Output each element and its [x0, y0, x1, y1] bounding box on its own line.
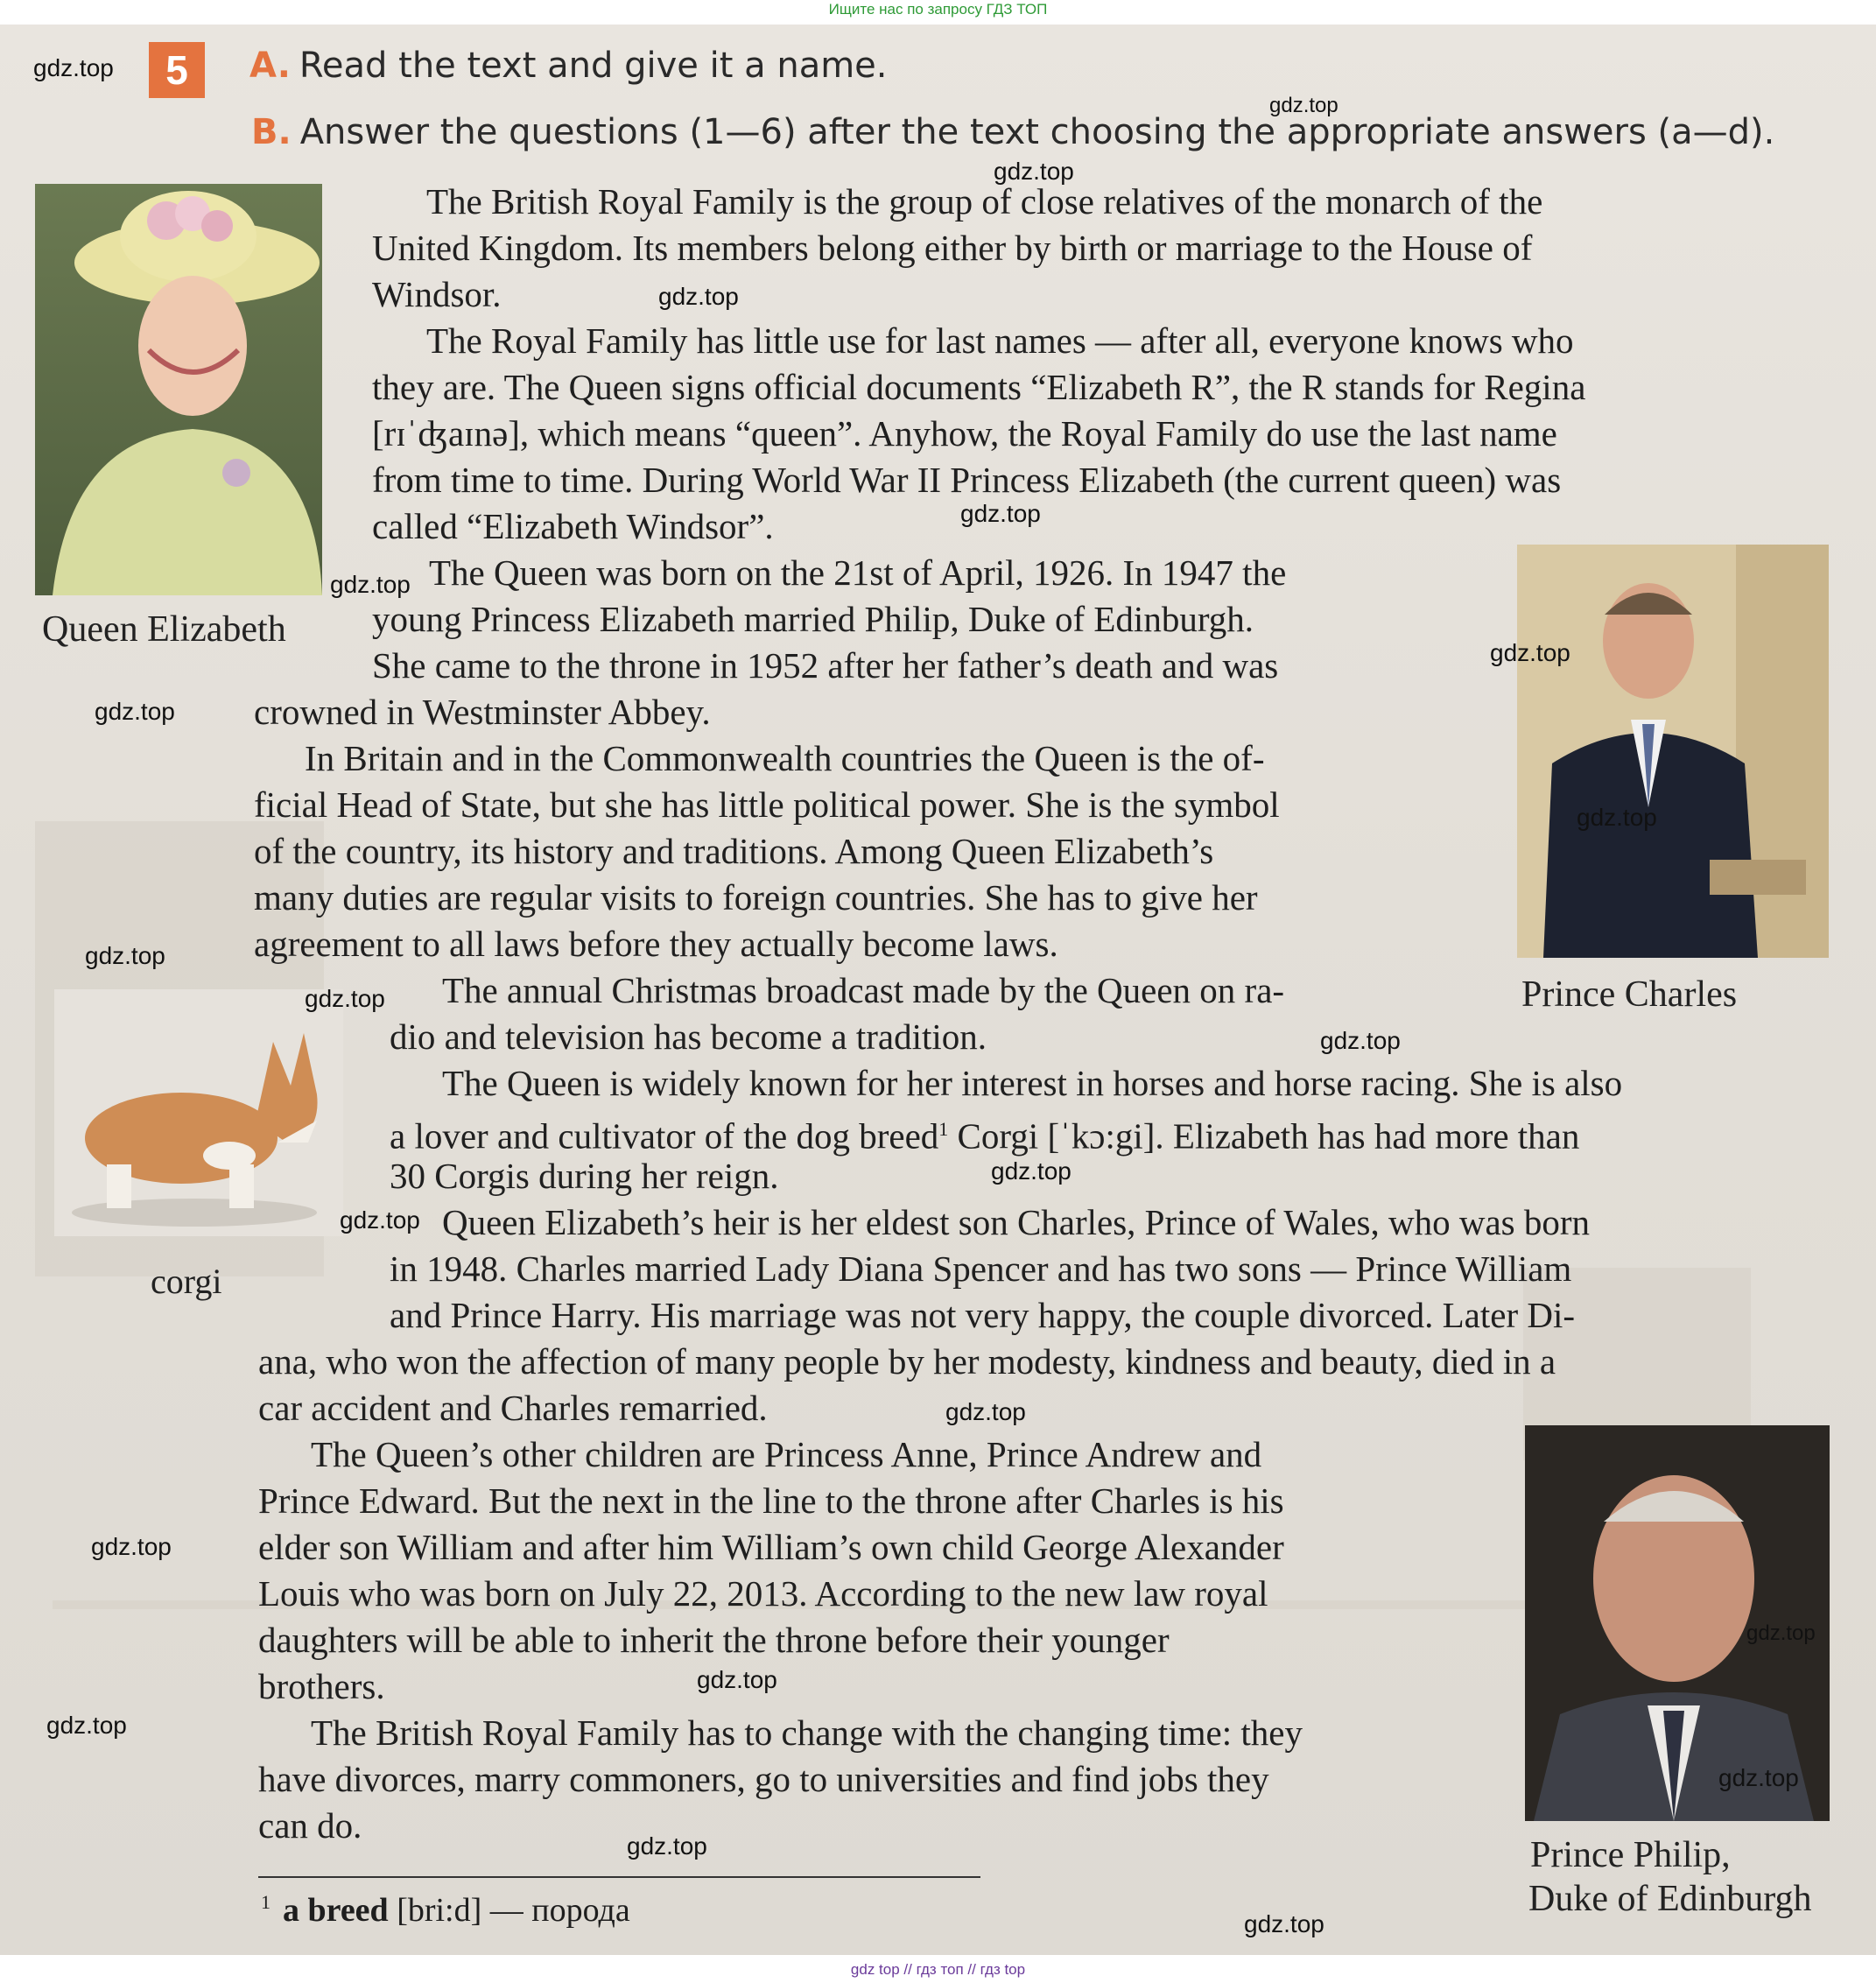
watermark: gdz.top [340, 1206, 420, 1234]
footnote-translation: [bri:d] — порода [388, 1892, 630, 1929]
watermark: gdz.top [91, 1533, 172, 1560]
watermark: gdz.top [945, 1398, 1026, 1425]
watermark: gdz.top [1269, 94, 1338, 117]
watermark: gdz.top [1320, 1027, 1401, 1054]
text-line-32: daughters will be able to inherit the throne before their younger [258, 1620, 1170, 1660]
watermark: gdz.top [994, 158, 1074, 185]
exercise-number-badge: 5 [149, 42, 205, 98]
footnote-reference: 1 [938, 1118, 949, 1140]
footnote-divider [258, 1876, 980, 1878]
bottom-banner[interactable]: gdz top // гдз топ // гдз top [850, 1961, 1026, 1978]
watermark: gdz.top [46, 1712, 127, 1739]
top-banner[interactable]: Ищите нас по запросу ГДЗ ТОП [828, 1, 1048, 18]
text-line-03: Windsor. [372, 274, 502, 314]
text-line-02: United Kingdom. Its members belong either by birth or marriage to the House of [372, 228, 1533, 268]
watermark: gdz.top [305, 985, 385, 1012]
watermark: gdz.top [85, 942, 165, 969]
watermark: gdz.top [1746, 1621, 1816, 1645]
watermark: gdz.top [960, 500, 1041, 527]
queen-elizabeth-photo [35, 184, 322, 595]
watermark: gdz.top [991, 1157, 1071, 1185]
text-line-14: ficial Head of State, but she has little political power. She is the symbol [254, 784, 1280, 825]
footnote-mark: 1 [261, 1891, 271, 1914]
text-line-21 [390, 1108, 1579, 1158]
footnote-term: a breed [283, 1892, 389, 1929]
watermark: gdz.top [1490, 639, 1570, 666]
task-a-text: Read the text and give it a name. [299, 46, 888, 86]
task-b [251, 112, 1774, 152]
text-line-18: The annual Christmas broadcast made by the Queen on ra- [442, 970, 1285, 1010]
corgi-caption: corgi [151, 1262, 222, 1301]
text-line-21-end: Corgi [ˈkɔ:gi]. Elizabeth has had more than [948, 1115, 1580, 1157]
text-line-21-start: a lover and cultivator of the dog breed [390, 1115, 939, 1157]
corgi-illustration [54, 989, 343, 1236]
text-line-12: crowned in Westminster Abbey. [254, 692, 711, 732]
text-line-35: have divorces, marry commoners, go to universities and find jobs they [258, 1759, 1269, 1799]
prince-charles-caption: Prince Charles [1521, 974, 1738, 1015]
corgi-photo [54, 989, 343, 1236]
text-line-27: car accident and Charles remarried. [258, 1388, 768, 1428]
watermark: gdz.top [95, 698, 175, 725]
text-line-36: can do. [258, 1805, 362, 1846]
text-line-05: they are. The Queen signs official documents “Elizabeth R”, the R stands for Regina [372, 367, 1586, 407]
text-line-16: many duties are regular visits to foreign countries. She has to give her [254, 877, 1258, 918]
text-line-04: The Royal Family has little use for last names — after all, everyone knows who [426, 320, 1574, 361]
task-a [249, 46, 888, 86]
text-line-06: [rɪˈʤaɪnə], which means “queen”. Anyhow, the Royal Family do use the last name [372, 413, 1557, 454]
text-line-01: The British Royal Family is the group of close relatives of the monarch of the [426, 181, 1543, 222]
queen-elizabeth-illustration [35, 184, 322, 595]
text-line-07: from time to time. During World War II Princess Elizabeth (the current queen) was [372, 460, 1562, 500]
prince-philip-caption-line1: Prince Philip, [1530, 1835, 1731, 1875]
text-line-29: Prince Edward. But the next in the line to the throne after Charles is his [258, 1480, 1284, 1521]
text-line-30: elder son William and after him William’s own child George Alexander [258, 1527, 1284, 1567]
queen-elizabeth-caption: Queen Elizabeth [42, 609, 286, 650]
text-line-28: The Queen’s other children are Princess Anne, Prince Andrew and [311, 1434, 1262, 1474]
text-line-15: of the country, its history and traditions. Among Queen Elizabeth’s [254, 831, 1214, 871]
watermark: gdz.top [697, 1666, 777, 1693]
text-line-11: She came to the throne in 1952 after her father’s death and was [372, 645, 1279, 686]
footnote [261, 1891, 630, 1930]
text-line-31: Louis who was born on July 22, 2013. According to the new law royal [258, 1573, 1268, 1614]
watermark: gdz.top [1577, 804, 1657, 831]
watermark: gdz.top [330, 571, 411, 598]
watermark: gdz.top [33, 54, 114, 81]
text-line-10: young Princess Elizabeth married Philip, Duke of Edinburgh. [372, 599, 1254, 639]
watermark: gdz.top [1244, 1910, 1324, 1937]
task-a-letter: A. [249, 46, 291, 86]
watermark: gdz.top [627, 1832, 707, 1860]
text-line-23: Queen Elizabeth’s heir is her eldest son Charles, Prince of Wales, who was born [442, 1202, 1591, 1242]
text-line-34: The British Royal Family has to change with the changing time: they [311, 1712, 1303, 1753]
prince-philip-caption-line2: Duke of Edinburgh [1528, 1879, 1812, 1919]
prince-charles-illustration [1517, 545, 1829, 958]
text-line-20: The Queen is widely known for her interest in horses and horse racing. She is also [442, 1063, 1623, 1103]
text-line-25: and Prince Harry. His marriage was not very happy, the couple divorced. Later Di- [390, 1295, 1576, 1335]
text-line-19: dio and television has become a tradition. [390, 1016, 987, 1057]
task-b-letter: B. [251, 112, 292, 152]
text-line-22: 30 Corgis during her reign. [390, 1156, 779, 1196]
text-line-24: in 1948. Charles married Lady Diana Spencer and has two sons — Prince William [390, 1248, 1572, 1289]
text-line-13: In Britain and in the Commonwealth countries the Queen is the of- [305, 738, 1265, 778]
task-b-text: Answer the questions (1—6) after the text choosing the appropriate answers (a—d). [299, 112, 1775, 152]
text-line-17: agreement to all laws before they actually become laws. [254, 924, 1058, 964]
watermark: gdz.top [1718, 1764, 1799, 1791]
text-line-26: ana, who won the affection of many people by her modesty, kindness and beauty, died in a [258, 1341, 1556, 1382]
text-line-33: brothers. [258, 1666, 385, 1706]
prince-charles-photo [1517, 545, 1829, 958]
text-line-09: The Queen was born on the 21st of April, 1926. In 1947 the [429, 552, 1287, 593]
text-line-08: called “Elizabeth Windsor”. [372, 506, 774, 546]
watermark: gdz.top [658, 283, 739, 310]
